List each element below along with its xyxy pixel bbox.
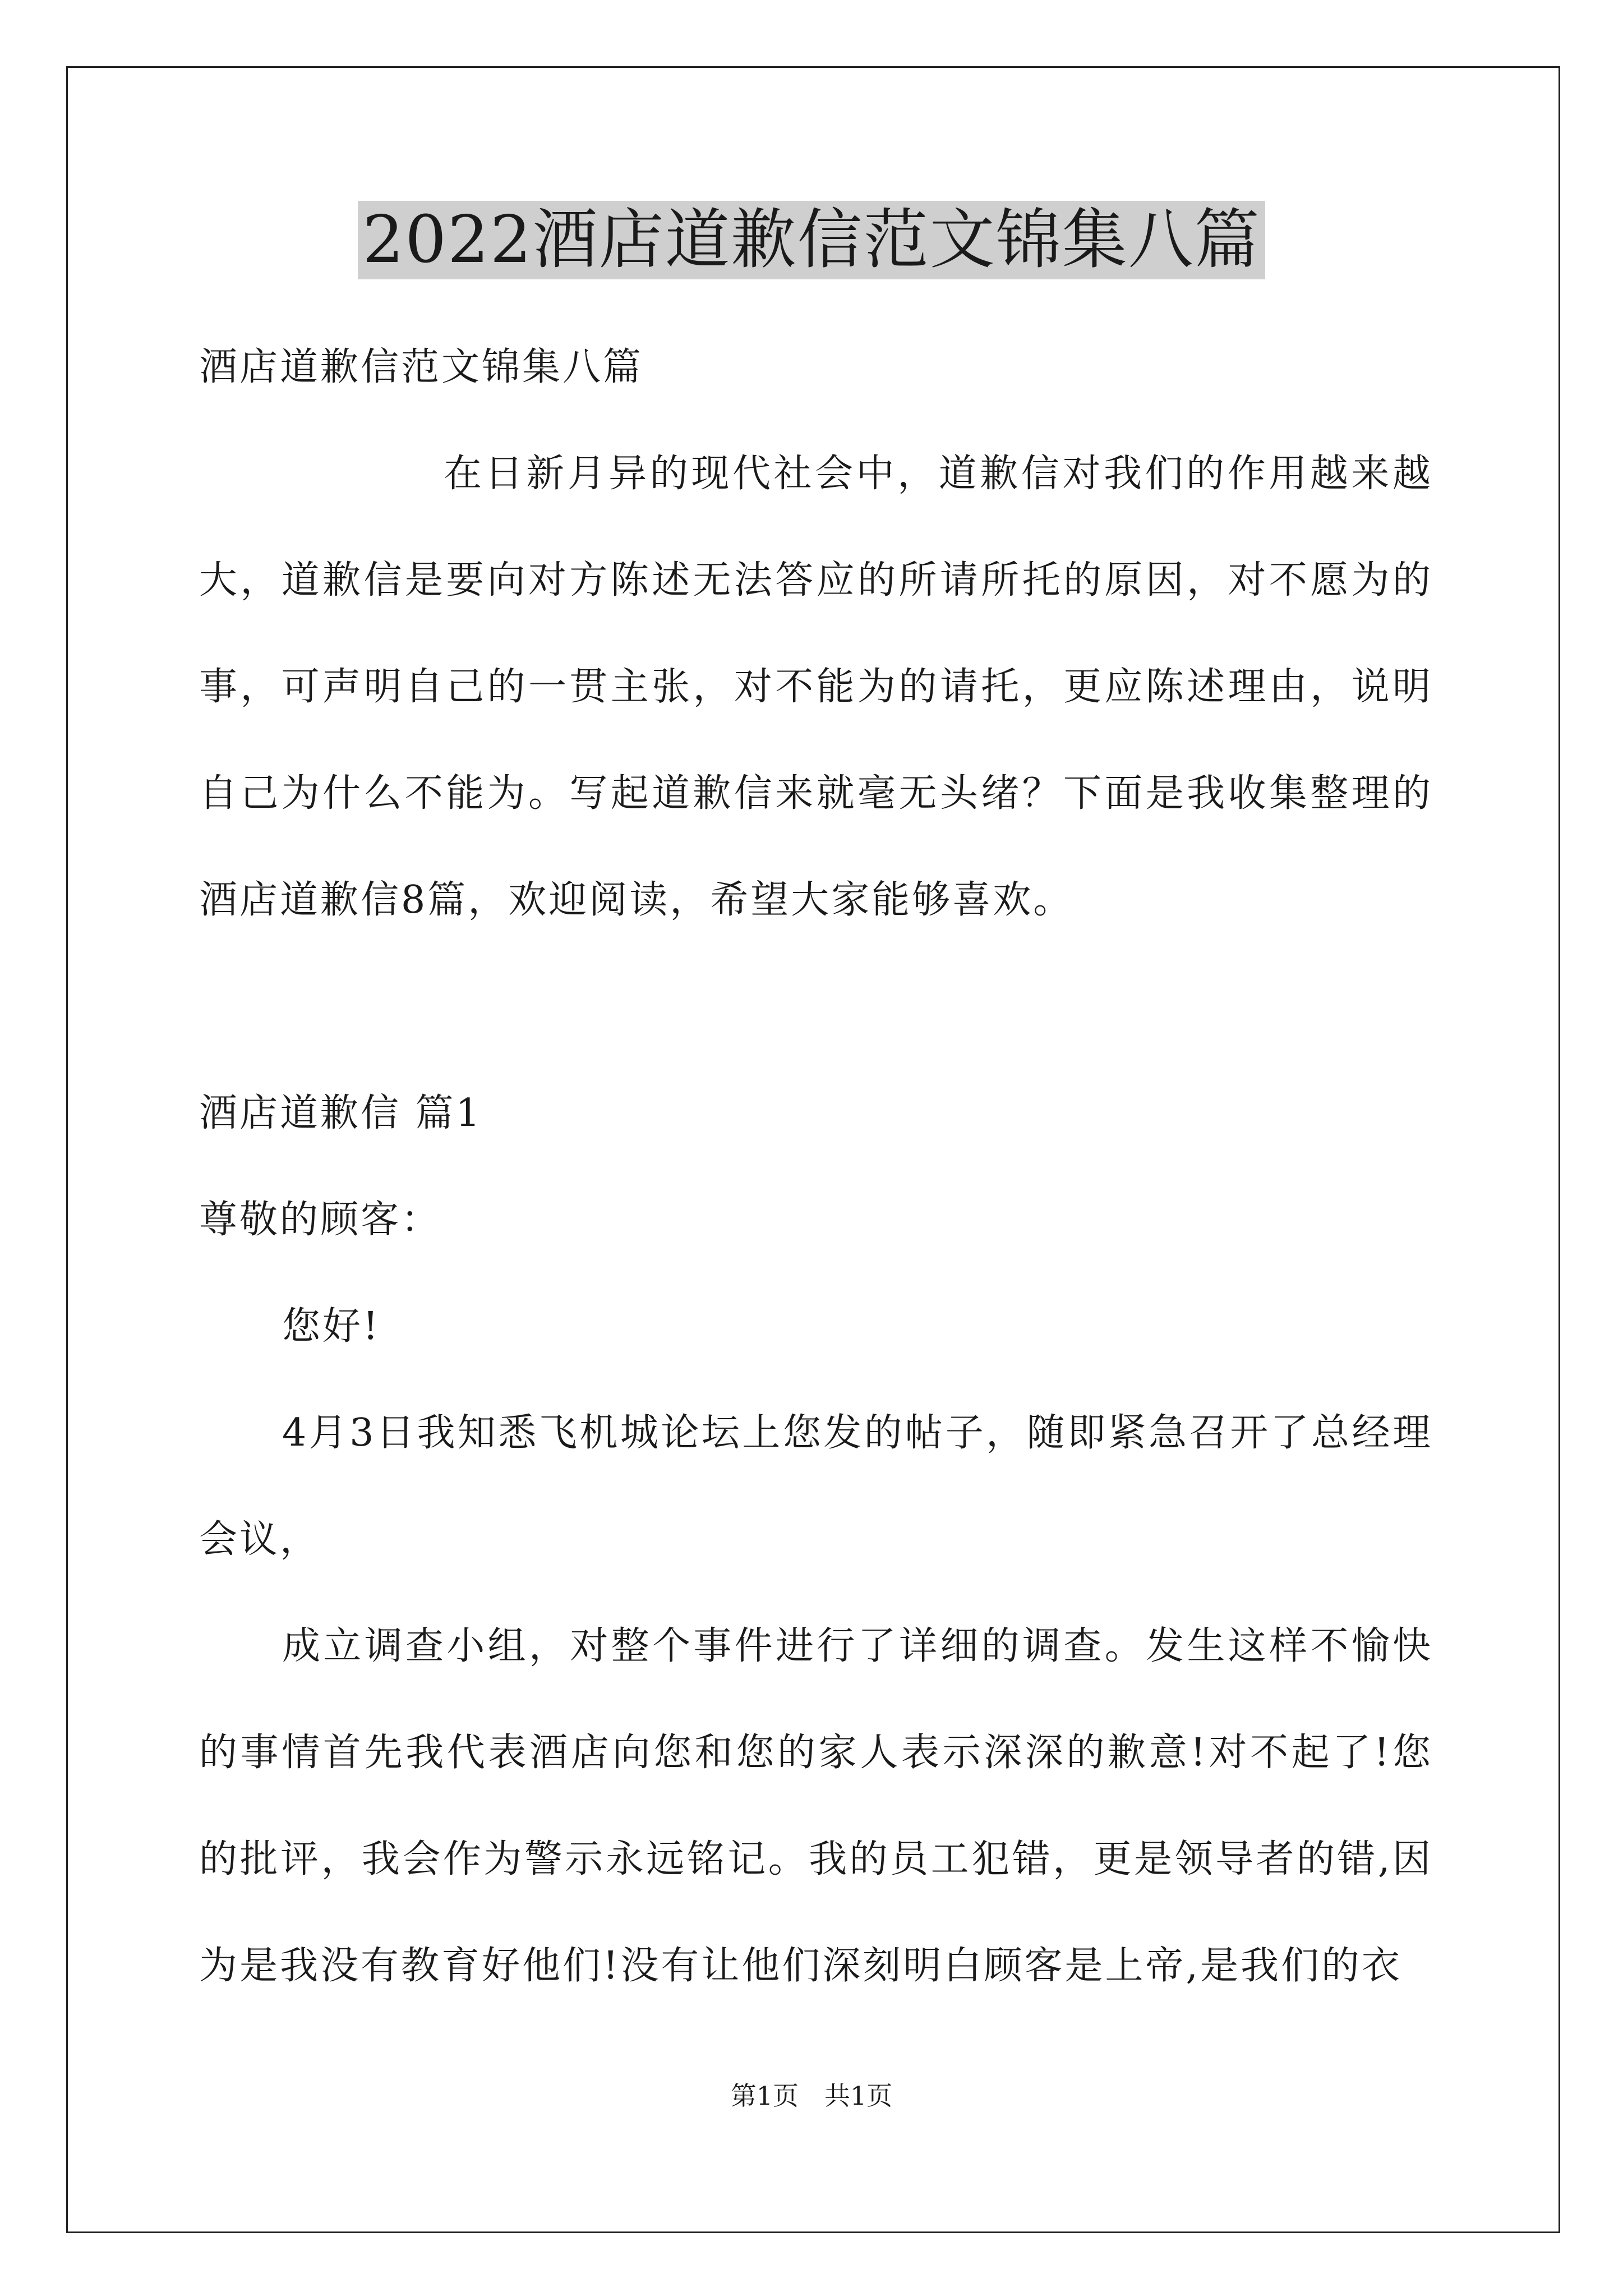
body-paragraph-1: 4月3日我知悉飞机城论坛上您发的帖子，随即紧急召开了总经理会议， bbox=[199, 1411, 1433, 1562]
document-title-wrapper bbox=[0, 201, 1623, 279]
document-subtitle: 酒店道歉信范文锦集八篇 bbox=[199, 345, 644, 389]
body-paragraph-2: 成立调查小组，对整个事件进行了详细的调查。发生这样不愉快的事情首先我代表酒店向您和您的家人表示深深的歉意!对不起了!您的批评，我会作为警示永远铭记。我的员工犯错，更是领导者的错,因为是我没有教育好他们!没有让他们深刻明白顾客是上帝,是我们的衣 bbox=[199, 1624, 1433, 1988]
document-body bbox=[199, 314, 1433, 2019]
intro-paragraph: 在日新月异的现代社会中，道歉信对我们的作用越来越大，道歉信是要向对方陈述无法答应的所请所托的原因，对不愿为的事，可声明自己的一贯主张，对不能为的请托，更应陈述理由，说明自己为什么不能为。写起道歉信来就毫无头绪？下面是我收集整理的酒店道歉信8篇，欢迎阅读，希望大家能够喜欢。 bbox=[199, 452, 1433, 922]
page-footer bbox=[0, 2076, 1623, 2113]
salutation: 尊敬的顾客： bbox=[199, 1198, 442, 1242]
greeting: 您好! bbox=[282, 1304, 381, 1349]
document-title: 2022酒店道歉信范文锦集八篇 bbox=[358, 201, 1265, 279]
page-number: 第1页 共1页 bbox=[730, 2081, 893, 2111]
section-heading: 酒店道歉信 篇1 bbox=[199, 1091, 482, 1135]
